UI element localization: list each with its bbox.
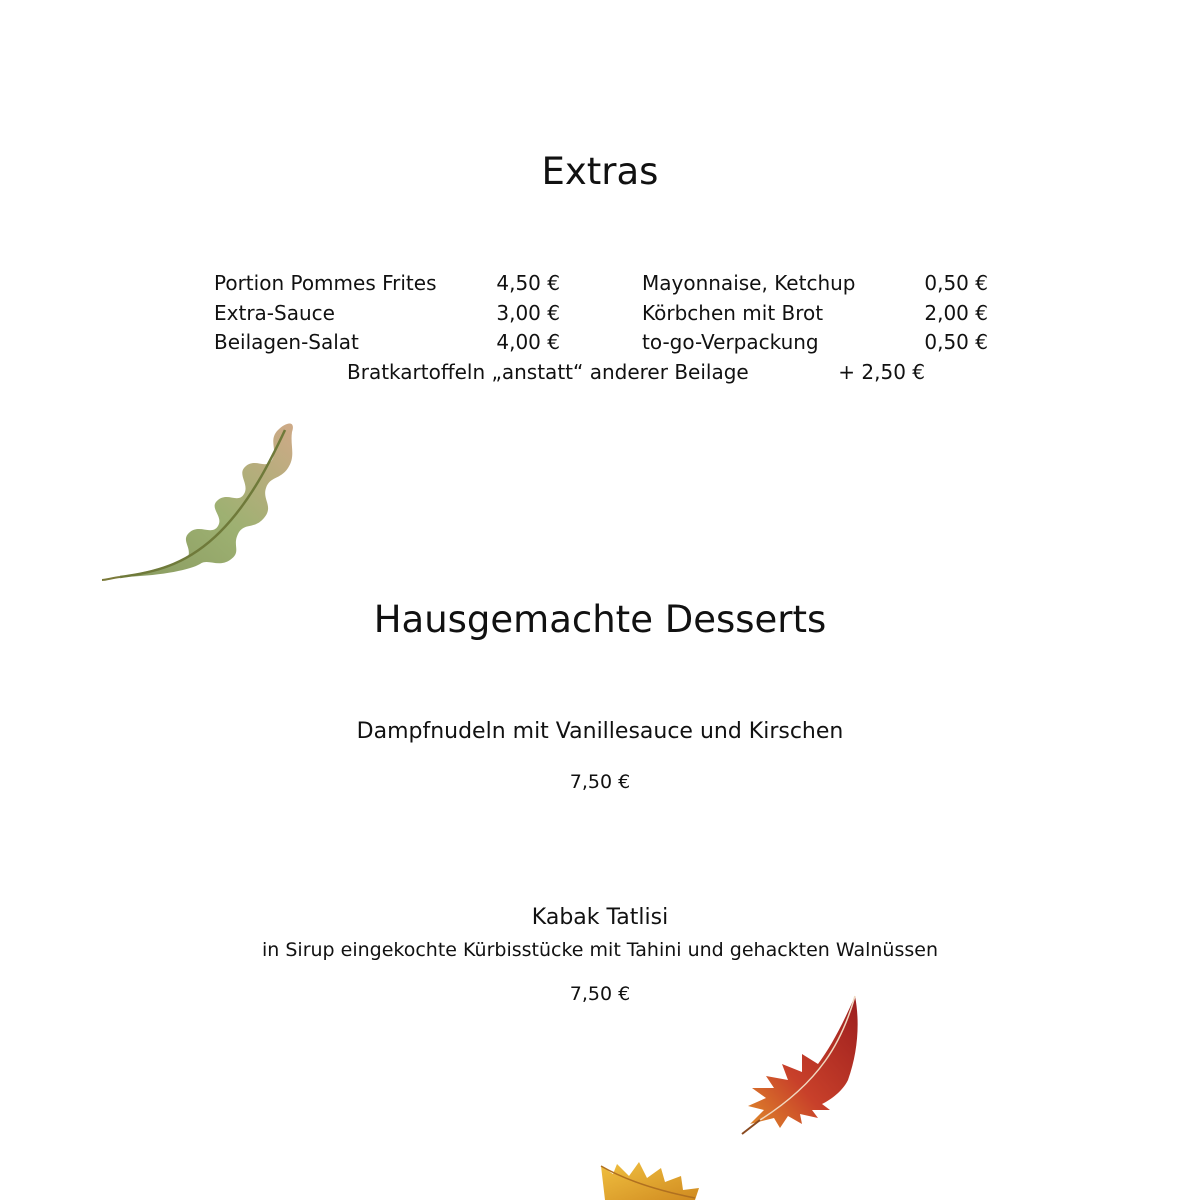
extras-item-name: Körbchen mit Brot [642,301,824,325]
extras-item-name: Portion Pommes Frites [214,271,437,295]
extras-item-name: Mayonnaise, Ketchup [642,271,856,295]
extras-item-name: Extra-Sauce [214,301,335,325]
yellow-leaf-icon [595,1160,705,1200]
dessert-name: Kabak Tatlisi [531,905,669,930]
extras-item-price: 2,00 € [924,301,988,325]
dessert-description: in Sirup eingekochte Kürbisstücke mit Tahini und gehackten Walnüssen [262,939,938,961]
extras-item-price: 0,50 € [924,330,988,354]
extras-title: Extras [541,150,659,193]
extras-item-name: Beilagen-Salat [214,330,359,354]
extras-item-price: 3,00 € [496,301,560,325]
green-leaf-icon [100,412,310,587]
extras-item-name: to-go-Verpackung [642,330,819,354]
desserts-title: Hausgemachte Desserts [373,598,827,641]
extras-item-price: 0,50 € [924,271,988,295]
dessert-name: Dampfnudeln mit Vanillesauce und Kirschen [356,719,844,744]
extras-item-price: 4,50 € [496,271,560,295]
extras-special-price: + 2,50 € [838,360,925,384]
dessert-price: 7,50 € [569,771,631,793]
extras-special-name: Bratkartoffeln „anstatt“ anderer Beilage [347,360,749,384]
extras-item-price: 4,00 € [496,330,560,354]
dessert-price: 7,50 € [569,983,631,1005]
red-leaf-icon [730,992,865,1137]
